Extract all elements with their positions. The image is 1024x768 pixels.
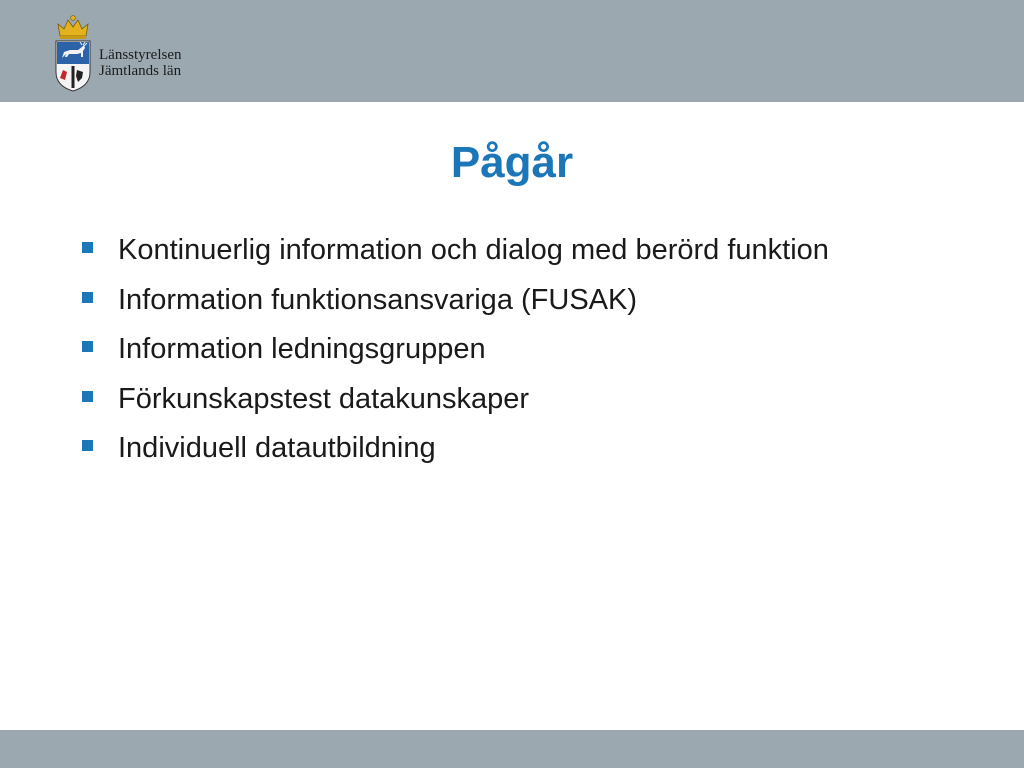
square-bullet-icon [82,341,93,352]
bullet-item [80,375,829,425]
bullet-text: Information funktionsansvariga (FUSAK) [118,283,637,316]
bullet-item [80,325,829,375]
square-bullet-icon [82,440,93,451]
bullet-item [80,424,829,474]
footer-band [0,730,1024,768]
logo-line-2: Jämtlands län [99,63,182,79]
lansstyrelsen-logo [52,12,202,92]
bullet-item [80,276,829,326]
bullet-list [80,226,829,474]
bullet-item [80,226,829,276]
square-bullet-icon [82,242,93,253]
bullet-text: Förkunskapstest datakunskaper [118,382,530,415]
bullet-text: Kontinuerlig information och dialog med berörd funktion [118,234,829,266]
square-bullet-icon [82,292,93,303]
bullet-text: Individuell datautbildning [118,432,436,464]
slide-title: Pågår [450,138,574,187]
logo-line-1: Länsstyrelsen [99,47,182,63]
header-band [0,0,1024,102]
logo-wordmark [99,47,181,79]
bullet-text: Information ledningsgruppen [118,333,486,365]
coat-of-arms-icon [52,12,94,92]
square-bullet-icon [82,391,93,402]
